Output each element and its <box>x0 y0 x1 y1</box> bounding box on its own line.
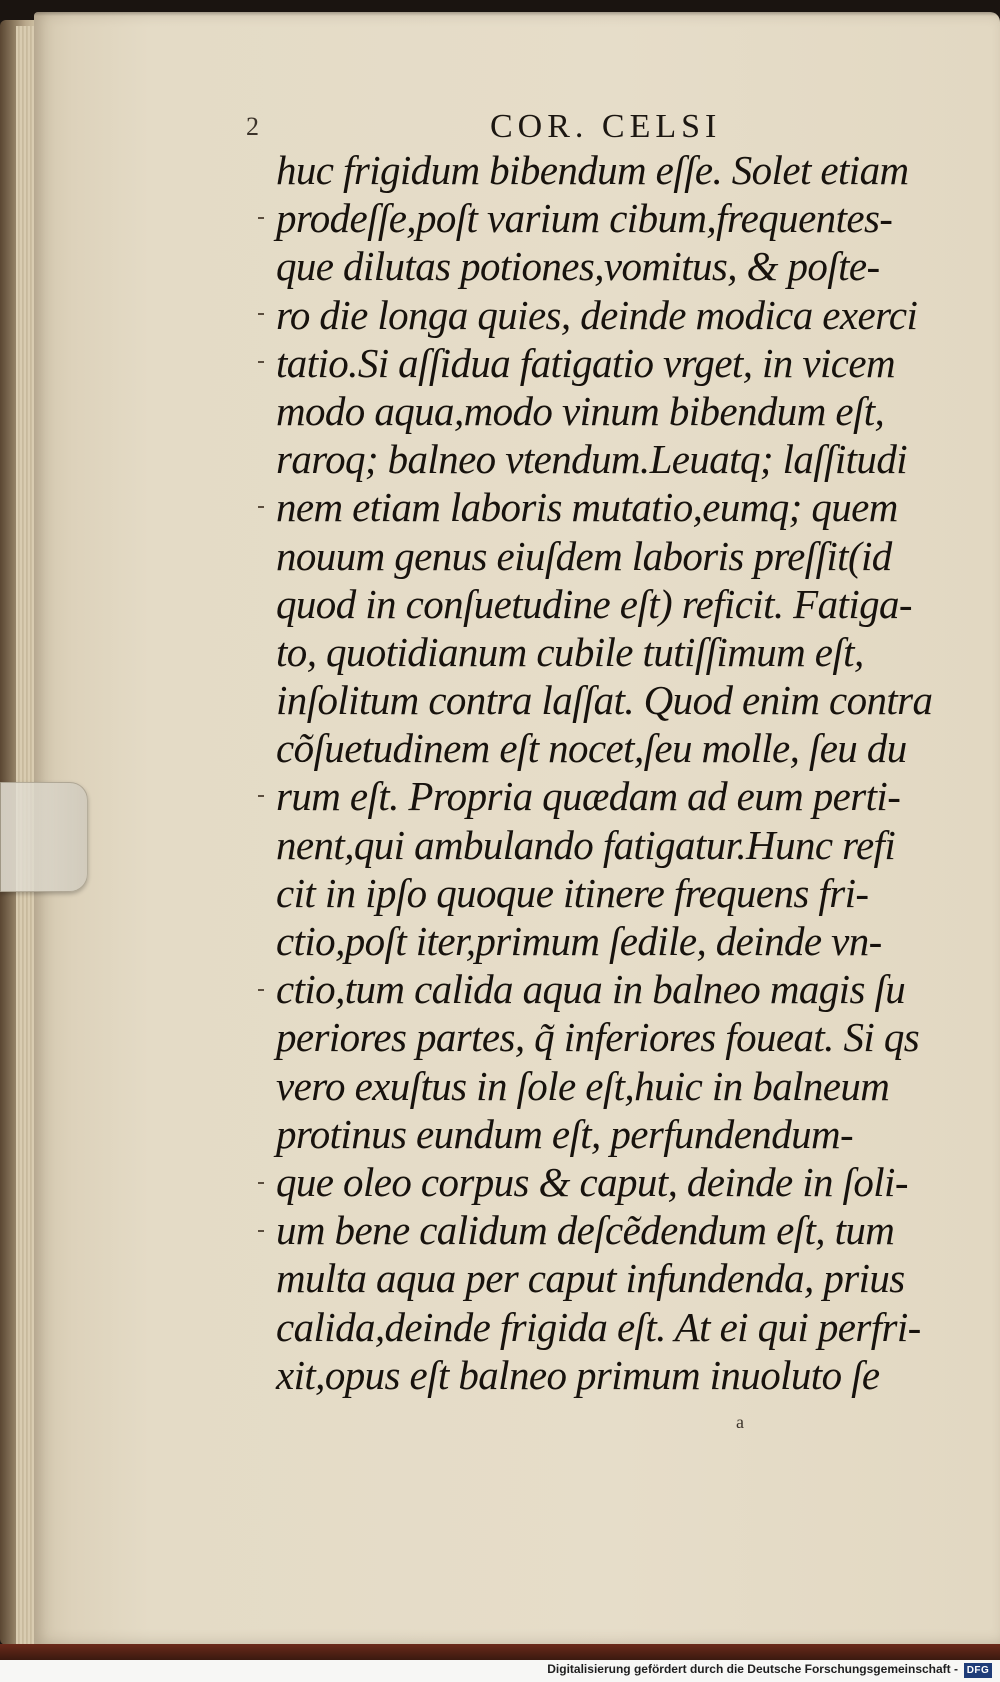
text-line: periores partes, q̃ inferiores foueat. Si qs <box>276 1014 920 1061</box>
text-line: nouum genus eiuſdem laboris preſſit(id <box>276 532 892 579</box>
text-line: raroq; balneo vtendum.Leuatq; laſſitudi <box>276 436 908 483</box>
text-line: ctio,poſt iter,primum ſedile, deinde vn- <box>276 918 882 964</box>
text-line: tatio.Si aſſidua fatigatio vrget, in vicem <box>276 339 895 386</box>
text-line: xit,opus eſt balneo primum inuoluto ſe <box>276 1351 880 1398</box>
body-text <box>276 146 976 1399</box>
text-line: prodeſſe,poſt varium cibum,frequentes- <box>276 195 893 242</box>
dfg-logo-icon: DFG <box>964 1663 992 1678</box>
text-line: to, quotidianum cubile tutiſſimum eſt, <box>276 628 864 675</box>
margin-mark <box>258 989 264 991</box>
margin-mark <box>258 506 264 508</box>
page-clip <box>0 782 88 892</box>
text-line: ctio,tum calida aqua in balneo magis ſu <box>276 966 906 1013</box>
margin-mark <box>258 217 264 219</box>
margin-mark <box>258 1230 264 1232</box>
margin-mark <box>258 1182 264 1184</box>
text-line: inſolitum contra laſſat. Quod enim contra <box>276 677 933 724</box>
margin-mark <box>258 795 264 797</box>
book-cover-edge <box>0 1644 1000 1660</box>
text-line: nem etiam laboris mutatio,eumq; quem <box>276 484 898 531</box>
text-line: modo aqua,modo vinum bibendum eſt, <box>276 387 885 434</box>
text-line: multa aqua per caput infundenda, prius <box>276 1255 905 1302</box>
corner-mark: 2 <box>246 112 259 141</box>
text-line: rum eſt. Propria quædam ad eum perti- <box>276 773 901 820</box>
text-line: um bene calidum deſcẽdendum eſt, tum <box>276 1207 895 1254</box>
top-shadow <box>34 0 1000 16</box>
text-line: que dilutas potiones,vomitus, & poſte- <box>276 243 880 290</box>
text-line: vero exuſtus in ſole eſt,huic in balneum <box>276 1062 890 1109</box>
text-line: nent,qui ambulando fatigatur.Hunc refi <box>276 821 896 868</box>
signature-mark: a <box>736 1412 744 1432</box>
text-line: calida,deinde frigida eſt. At ei qui perfri- <box>276 1303 921 1350</box>
margin-mark <box>258 361 264 363</box>
text-line: cõſuetudinem eſt nocet,ſeu molle, ſeu du <box>276 725 907 772</box>
text-line: ro die longa quies, deinde modica exerci <box>276 291 918 338</box>
running-head: COR. CELSI <box>490 108 722 145</box>
text-line: huc frigidum bibendum eſſe. Solet etiam <box>276 147 909 193</box>
credit-text: Digitalisierung gefördert durch die Deutsche Forschungsgemeinschaft - <box>547 1662 958 1676</box>
margin-mark <box>258 313 264 315</box>
text-line: protinus eundum eſt, perfundendum- <box>276 1110 854 1157</box>
text-line: quod in conſuetudine eſt) reficit. Fatiga- <box>276 580 912 627</box>
text-line: cit in ipſo quoque itinere frequens fri- <box>276 869 869 916</box>
text-line: que oleo corpus & caput, deinde in ſoli- <box>276 1158 908 1205</box>
